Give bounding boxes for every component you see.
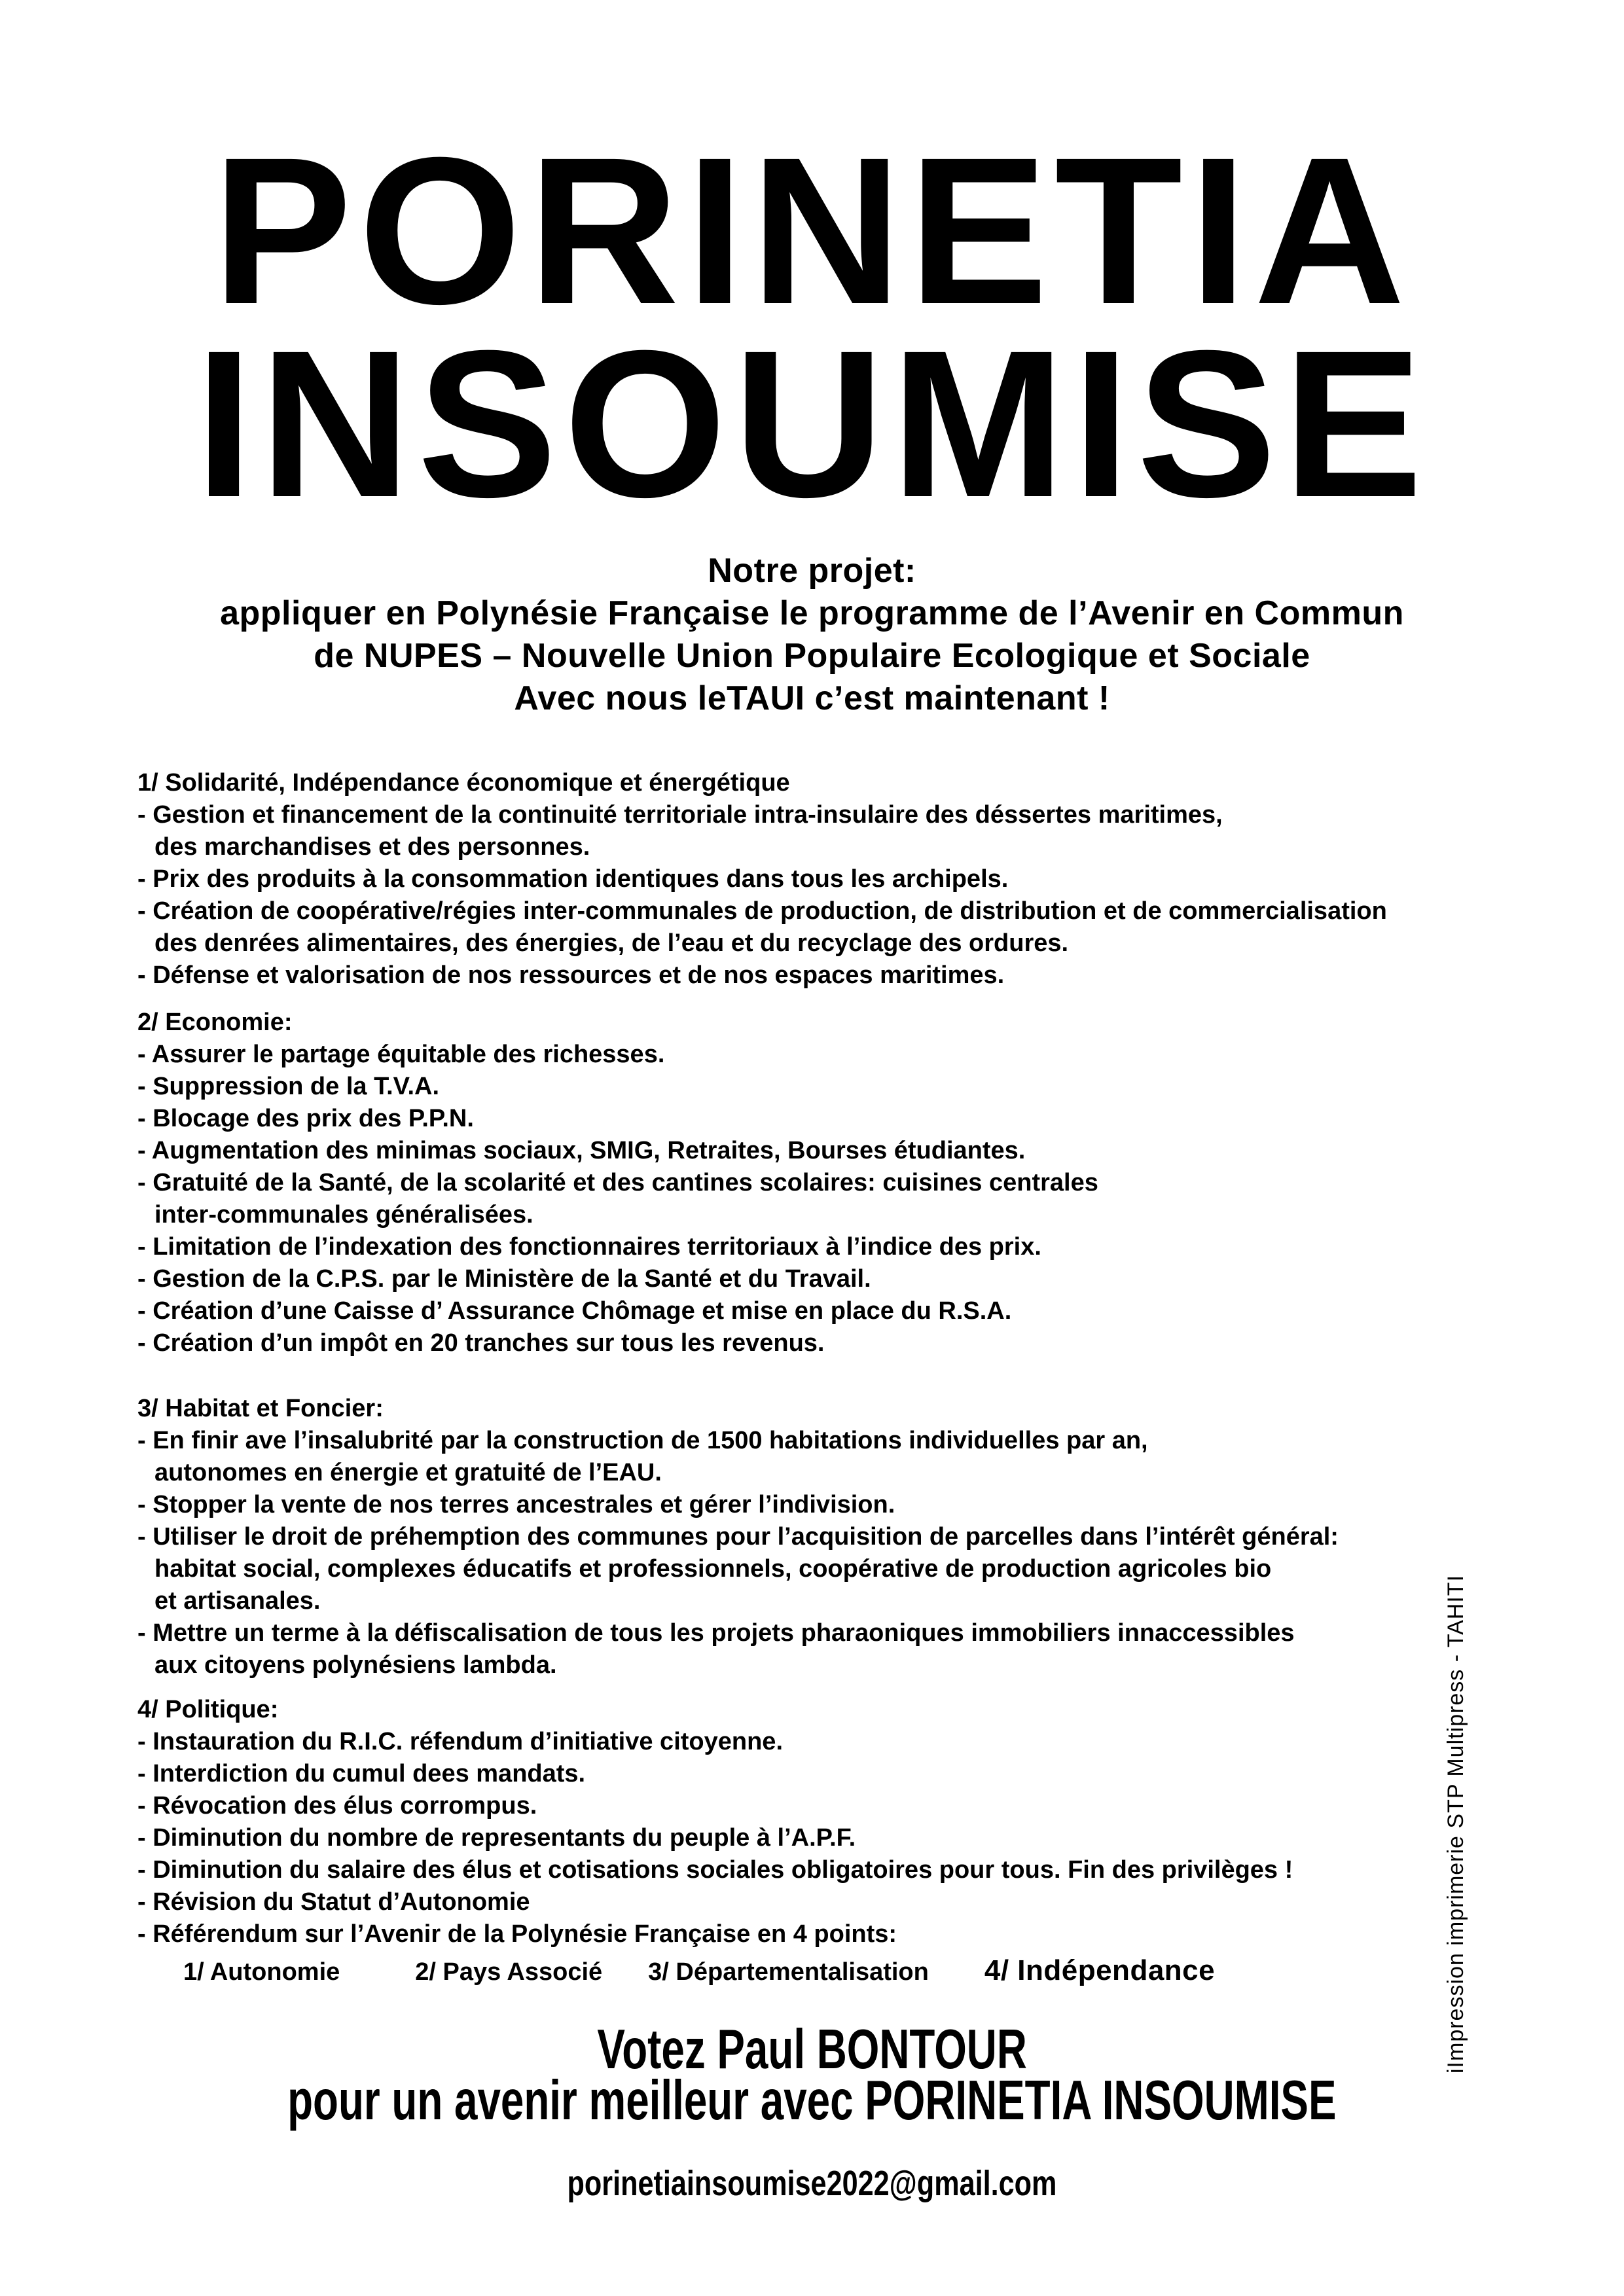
bullet-line-continuation: aux citoyens polynésiens lambda. [154,1651,557,1679]
bullet-line: - Blocage des prix des P.P.N. [137,1105,474,1132]
bullet-line-continuation: autonomes en énergie et gratuité de l’EAU. [154,1459,662,1486]
poster-title-line-1: PORINETIA [212,113,1412,348]
bullet-line-continuation: des denrées alimentaires, des énergies, de l’eau et du recyclage des ordures. [154,929,1069,957]
bullet-line: - Création d’une Caisse d’ Assurance Chômage et mise en place du R.S.A. [137,1297,1012,1325]
referendum-option-pays-associe: 2/ Pays Associé [415,1958,603,1986]
bullet-line: - Création de coopérative/régies inter-communales de production, de distribution et de commercialisation [137,897,1387,925]
bullet-line-continuation: inter-communales généralisées. [154,1201,533,1229]
subtitle-line: de NUPES – Nouvelle Union Populaire Ecologique et Sociale [314,637,1310,675]
bullet-line: - Révocation des élus corrompus. [137,1792,537,1820]
bullet-line: - Création d’un impôt en 20 tranches sur tous les revenus. [137,1329,825,1357]
poster-title [0,113,1624,541]
bullet-line: - Augmentation des minimas sociaux, SMIG, Retraites, Bourses étudiantes. [137,1137,1026,1164]
section-habitat-foncier [137,1393,1591,1681]
contact-email-text: porinetiainsoumise2022@gmail.com [567,2164,1057,2203]
bullet-line: - Utiliser le droit de préhemption des communes pour l’acquisition de parcelles dans l’intérêt général: [137,1523,1339,1551]
vote-slogan-text-1: Votez Paul BONTOUR [597,2018,1027,2081]
printer-credit: iImpression imprimerie STP Multipress - TAHITI [1443,1574,1468,2073]
vote-slogan-line-2 [0,2070,1624,2132]
bullet-line-continuation: habitat social, complexes éducatifs et professionnels, coopérative de production agricoles bio [154,1555,1272,1583]
section-politique [137,1694,1591,1988]
bullet-line: - Référendum sur l’Avenir de la Polynésie Française en 4 points: [137,1920,897,1948]
referendum-option-autonomie: 1/ Autonomie [183,1958,340,1986]
bullet-line: - Prix des produits à la consommation identiques dans tous les archipels. [137,865,1009,893]
section-economie [137,1007,1591,1359]
bullet-line: - Mettre un terme à la défiscalisation de tous les projets pharaoniques immobiliers innaccessibles [137,1619,1295,1647]
bullet-line: - Suppression de la T.V.A. [137,1073,440,1100]
bullet-line-continuation: et artisanales. [154,1587,321,1615]
bullet-line: - Diminution du salaire des élus et cotisations sociales obligatoires pour tous. Fin des privilèges ! [137,1856,1293,1884]
bullet-line: - Gestion de la C.P.S. par le Ministère de la Santé et du Travail. [137,1265,871,1293]
bullet-line: - Limitation de l’indexation des fonctionnaires territoriaux à l’indice des prix. [137,1233,1041,1261]
bullet-line: - Assurer le partage équitable des richesses. [137,1041,665,1068]
referendum-option-departementalisation: 3/ Départementalisation [648,1958,929,1986]
subtitle-line: appliquer en Polynésie Française le programme de l’Avenir en Commun [220,594,1404,632]
project-subtitle [0,550,1624,720]
bullet-line: - Révision du Statut d’Autonomie [137,1888,530,1916]
subtitle-line: Avec nous leTAUI c’est maintenant ! [514,679,1110,717]
bullet-line: - Défense et valorisation de nos ressources et de nos espaces maritimes. [137,961,1005,989]
section-solidarite [137,767,1591,992]
section-header: 3/ Habitat et Foncier: [137,1395,384,1422]
vote-slogan-line-1 [0,2018,1624,2081]
bullet-line-continuation: des marchandises et des personnes. [154,833,590,861]
referendum-options-row [137,1954,1591,1988]
subtitle-line: Notre projet: [708,552,916,590]
section-header: 2/ Economie: [137,1009,293,1036]
bullet-line: - En finir ave l’insalubrité par la construction de 1500 habitations individuelles par an, [137,1427,1148,1454]
poster-title-line-2: INSOUMISE [194,306,1430,541]
bullet-line: - Stopper la vente de nos terres ancestrales et gérer l’indivision. [137,1491,895,1518]
bullet-line: - Interdiction du cumul dees mandats. [137,1760,586,1787]
vote-slogan [0,2018,1624,2132]
bullet-line: - Gestion et financement de la continuité territoriale intra-insulaire des déssertes maritimes, [137,801,1223,829]
bullet-line: - Gratuité de la Santé, de la scolarité et des cantines scolaires: cuisines centrales [137,1169,1098,1196]
contact-email [0,2163,1624,2204]
referendum-option-independance: 4/ Indépendance [984,1954,1216,1986]
bullet-line: - Diminution du nombre de representants du peuple à l’A.P.F. [137,1824,856,1852]
bullet-line: - Instauration du R.I.C. réfendum d’initiative citoyenne. [137,1728,783,1755]
section-header: 4/ Politique: [137,1696,279,1723]
section-header: 1/ Solidarité, Indépendance économique et énergétique [137,769,790,797]
vote-slogan-text-2: pour un avenir meilleur avec PORINETIA INSOUMISE [287,2070,1337,2132]
